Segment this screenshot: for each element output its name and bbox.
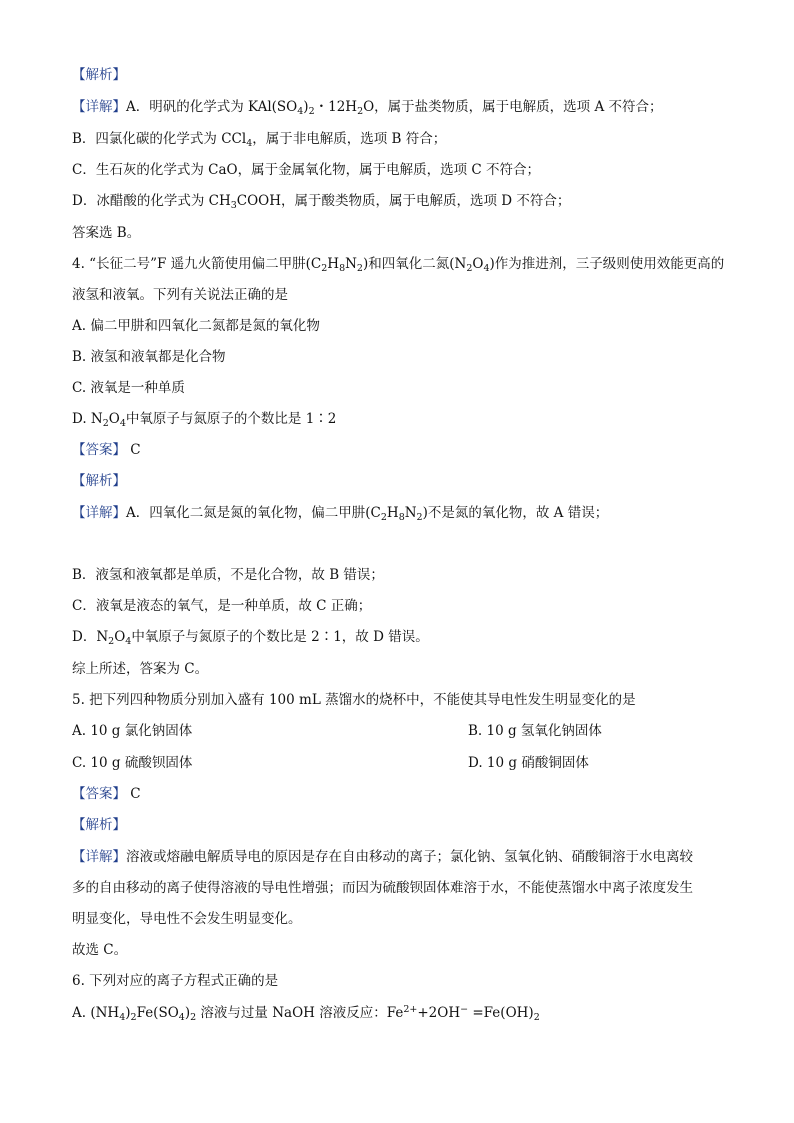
q4-stem-line1: 4. “长征二号”F 遥九火箭使用偏二甲肼$(C_2H_8N_2)$和四氧化二氮$(N_2O_4)$作为推进剂，三子级则使用效能更高的 <box>72 256 725 274</box>
q5-answer-value: C <box>130 786 141 802</box>
q5-conclusion: 故选 C。 <box>72 942 128 958</box>
q5-option-b: B. 10 g 氢氧化钠固体 <box>468 723 602 739</box>
q4-stem-line2: 液氢和液氧。下列有关说法正确的是 <box>72 287 288 303</box>
q5-explanation-line1: 【详解】溶液或熔融电解质导电的原因是存在自由移动的离子；氯化钠、氢氧化钠、硝酸铜溶于水电离较 <box>72 849 693 865</box>
analysis-tag: 【解析】 <box>72 67 126 83</box>
q5-option-d: D. 10 g 硝酸铜固体 <box>468 755 589 771</box>
q3-explanation-c: C．生石灰的化学式为 CaO，属于金属氧化物，属于电解质，选项 C 不符合； <box>72 162 540 178</box>
q5-explanation-line2: 多的自由移动的离子使得溶液的导电性增强；而因为硫酸钡固体难溶于水，不能使蒸馏水中离子浓度发生 <box>72 880 693 896</box>
q4-explanation-d: D．$N_2O_4$中氧原子与氮原子的个数比是 2∶1，故 D 错误。 <box>72 629 429 647</box>
q5-option-c: C. 10 g 硫酸钡固体 <box>72 755 193 771</box>
q4-explanation-c: C．液氧是液态的氧气，是一种单质，故 C 正确； <box>72 598 372 614</box>
q5-options-row2 <box>72 752 732 774</box>
detail-tag: 【详解】 <box>72 505 126 521</box>
q5-analysis-tag: 【解析】 <box>72 817 126 833</box>
q4-analysis-tag: 【解析】 <box>72 473 126 489</box>
q6-stem: 6. 下列对应的离子方程式正确的是 <box>72 973 279 989</box>
q5-explanation-line3: 明显变化，导电性不会发生明显变化。 <box>72 911 302 927</box>
detail-tag: 【详解】 <box>72 849 126 865</box>
detail-tag: 【详解】 <box>72 99 126 115</box>
q5-option-a: A. 10 g 氯化钠固体 <box>72 723 193 739</box>
q4-option-a: A. 偏二甲肼和四氧化二氮都是氮的氧化物 <box>72 318 320 334</box>
answer-tag: 【答案】 <box>72 786 126 802</box>
q4-explanation-b: B．液氢和液氧都是单质，不是化合物，故 B 错误； <box>72 567 384 583</box>
q3-answer: 答案选 B。 <box>72 225 141 241</box>
q5-options-row1 <box>72 720 732 742</box>
q4-answer <box>72 439 732 461</box>
q4-option-b: B. 液氢和液氧都是化合物 <box>72 349 226 365</box>
q4-option-d: D. $N_2O_4$中氧原子与氮原子的个数比是 1∶2 <box>72 411 337 429</box>
q5-stem: 5. 把下列四种物质分别加入盛有 100 mL 蒸馏水的烧杯中，不能使其导电性发生明显变化的是 <box>72 692 636 708</box>
q5-answer <box>72 783 732 805</box>
q6-option-a: A. $(NH_4)_2Fe(SO_4)_2$ 溶液与过量 NaOH 溶液反应：$Fe^{2+}+2OH^- =Fe(OH)_2$ <box>72 1004 540 1023</box>
q4-option-c: C. 液氧是一种单质 <box>72 380 185 396</box>
q3-explanation-b: B．四氯化碳的化学式为 CCl$_4$，属于非电解质，选项 B 符合； <box>72 131 447 149</box>
q4-summary: 综上所述，答案为 C。 <box>72 661 209 677</box>
answer-tag: 【答案】 <box>72 442 126 458</box>
q3-explanation-d: D．冰醋酸的化学式为 $CH_3COOH$，属于酸类物质，属于电解质，选项 D 不符合； <box>72 193 571 211</box>
q4-explanation-a: 【详解】A．四氧化二氮是氮的氧化物，偏二甲肼$(C_2H_8N_2)$不是氮的氧化物，故 A 错误； <box>72 505 609 523</box>
q3-explanation-a: 【详解】A．明矾的化学式为 $KAl(SO_4)_2$・$12H_2O$，属于盐类物质，属于电解质，选项 A 不符合； <box>72 99 663 117</box>
q4-answer-value: C <box>130 442 141 458</box>
